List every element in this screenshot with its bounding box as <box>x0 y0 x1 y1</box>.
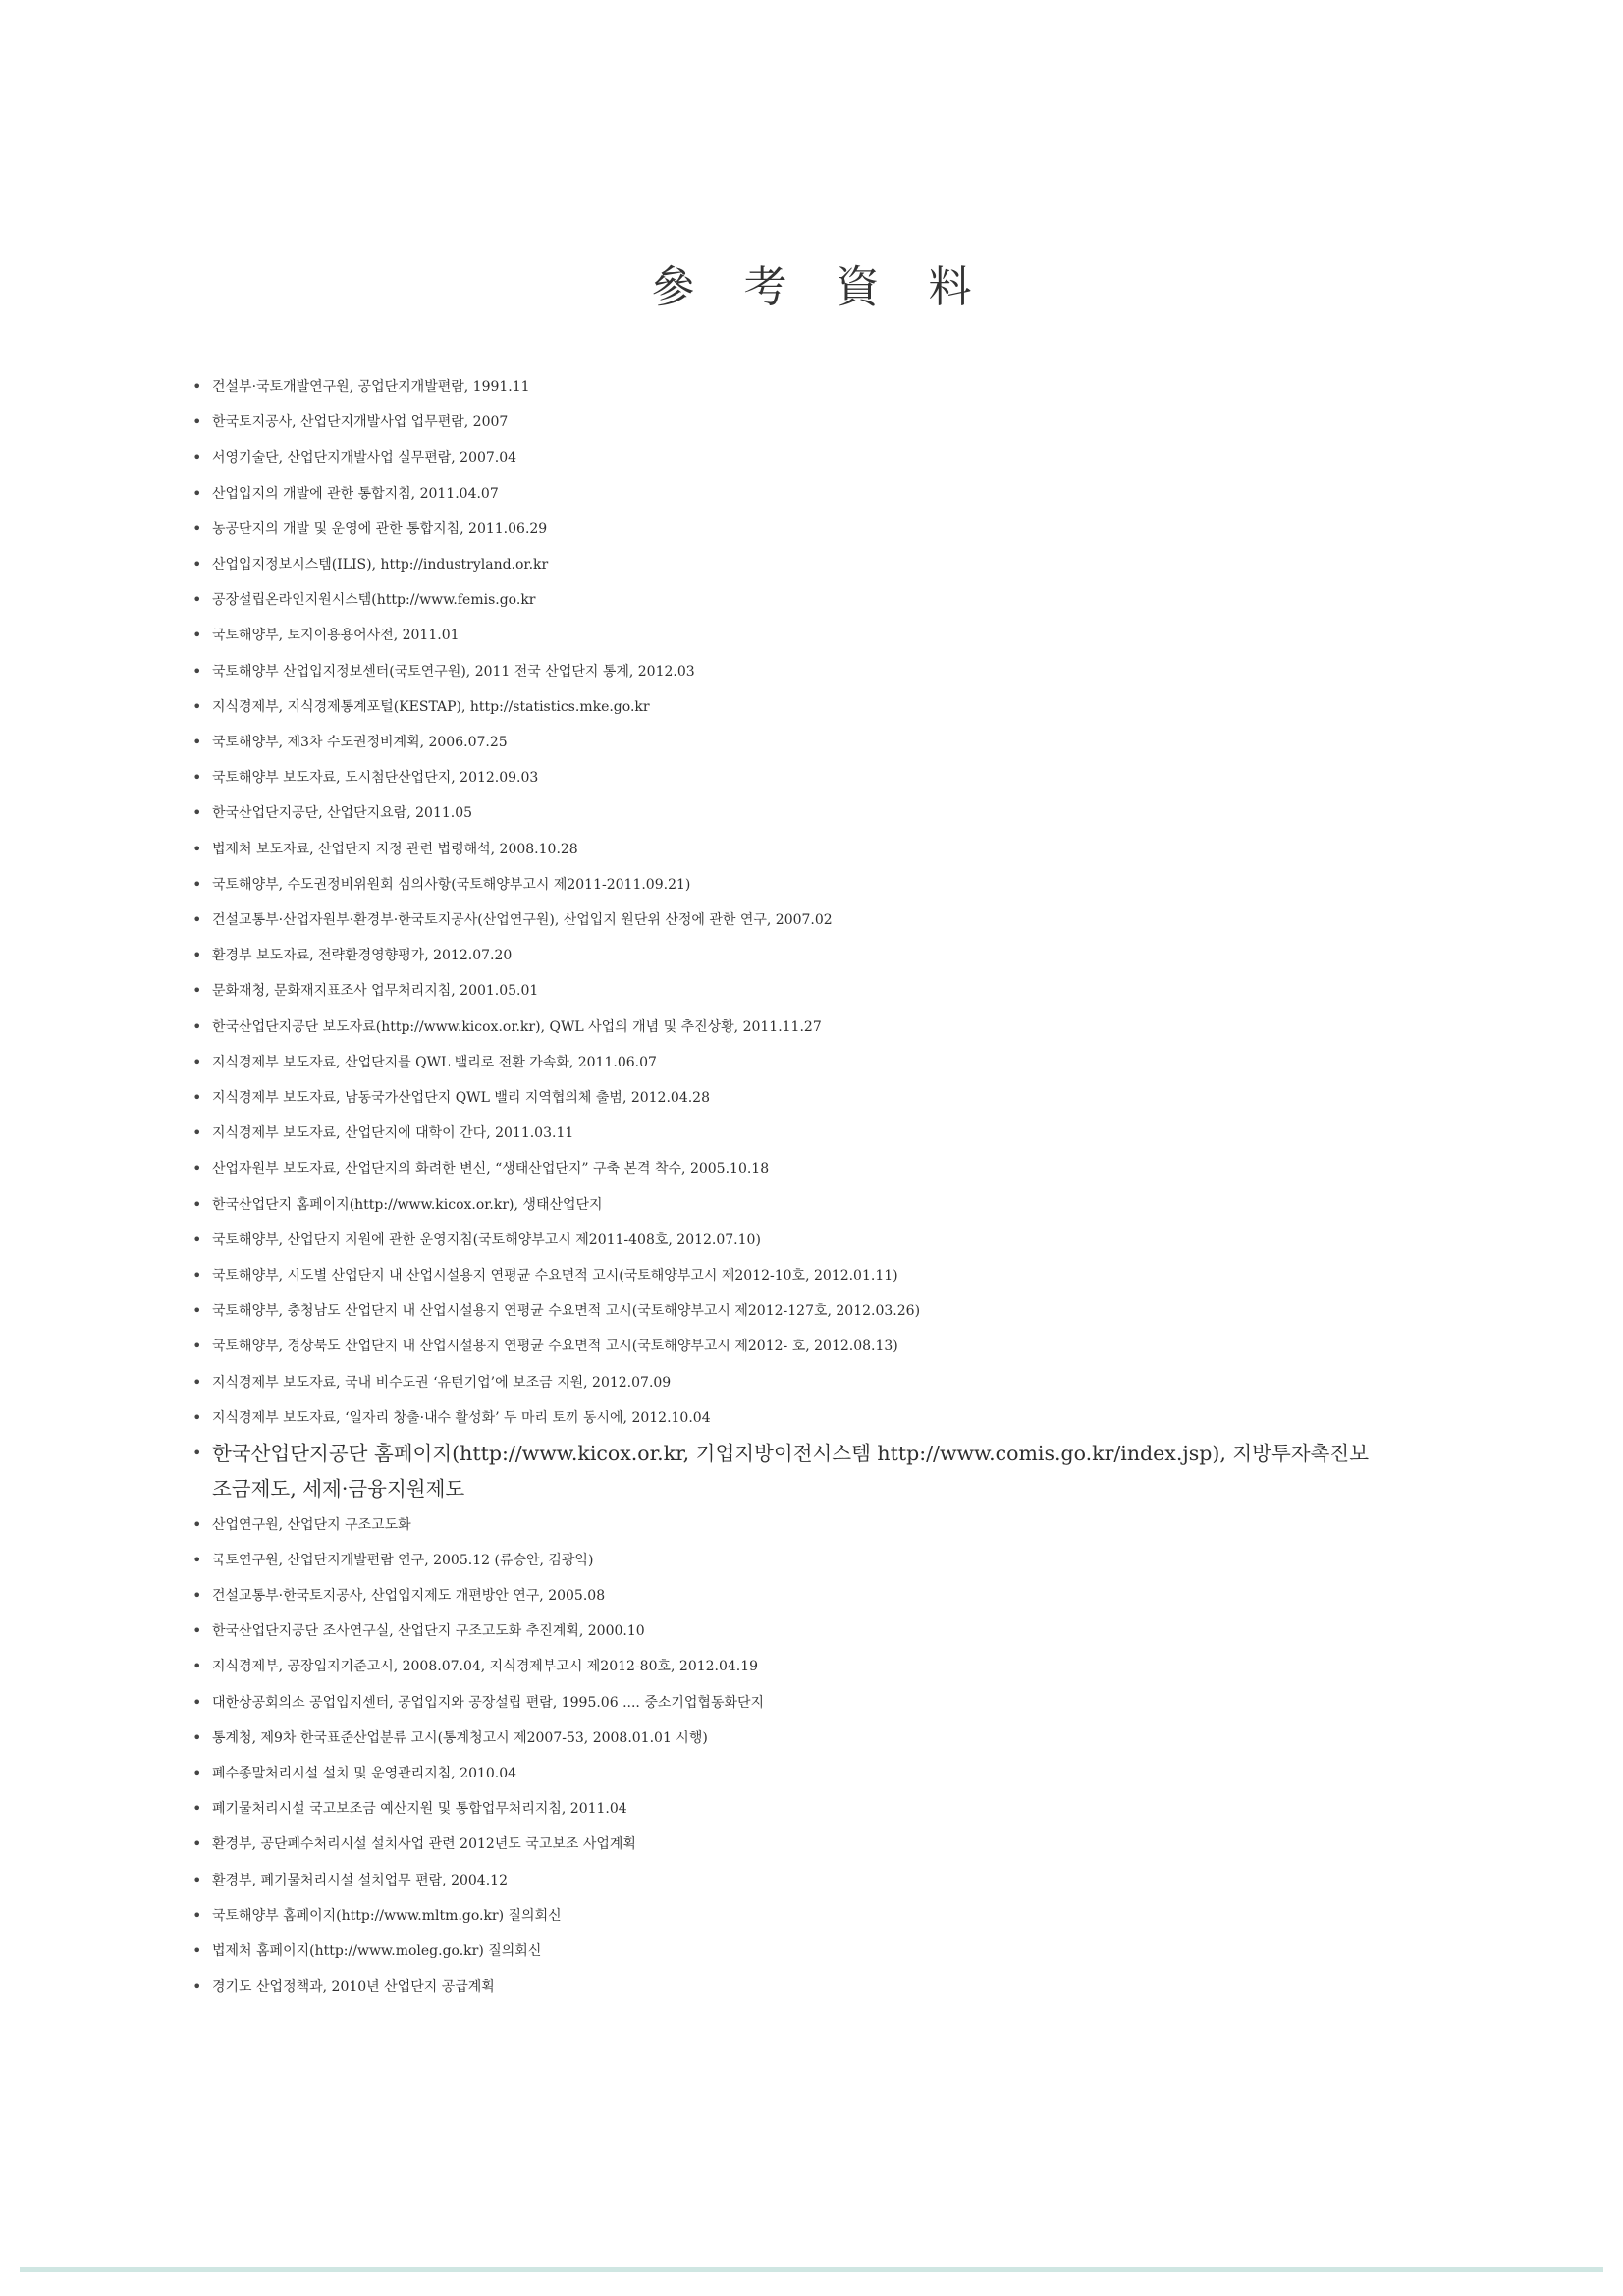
reference-item: • 국토해양부, 수도권정비위원회 심의사항(국토해양부고시 제2011-2011.09.21) <box>192 867 1380 902</box>
reference-item: • 환경부, 폐기물처리시설 설치업무 편람, 2004.12 <box>192 1863 1380 1898</box>
reference-item: • 국토해양부, 산업단지 지원에 관한 운영지침(국토해양부고시 제2011-408호, 2012.07.10) <box>192 1223 1380 1258</box>
reference-item: • 국토해양부 홈페이지(http://www.mltm.go.kr) 질의회신 <box>192 1898 1380 1934</box>
reference-item: • 국토해양부, 토지이용용어사전, 2011.01 <box>192 618 1380 653</box>
reference-item: • 농공단지의 개발 및 운영에 관한 통합지침, 2011.06.29 <box>192 512 1380 547</box>
reference-item: • 공장설립온라인지원시스템(http://www.femis.go.kr <box>192 582 1380 618</box>
reference-item: • 서영기술단, 산업단지개발사업 실무편람, 2007.04 <box>192 440 1380 475</box>
reference-item: • 국토해양부, 경상북도 산업단지 내 산업시설용지 연평균 수요면적 고시(국토해양부고시 제2012- 호, 2012.08.13) <box>192 1329 1380 1364</box>
reference-item: • 국토해양부, 시도별 산업단지 내 산업시설용지 연평균 수요면적 고시(국토해양부고시 제2012-10호, 2012.01.11) <box>192 1258 1380 1293</box>
reference-item: • 환경부 보도자료, 전략환경영향평가, 2012.07.20 <box>192 938 1380 973</box>
reference-item: • 산업자원부 보도자료, 산업단지의 화려한 변신, “생태산업단지” 구축 본격 착수, 2005.10.18 <box>192 1151 1380 1186</box>
reference-item: • 한국산업단지공단, 산업단지요람, 2011.05 <box>192 795 1380 831</box>
reference-item: • 한국산업단지공단 조사연구실, 산업단지 구조고도화 추진계획, 2000.10 <box>192 1613 1380 1649</box>
reference-item: • 건설부·국토개발연구원, 공업단지개발편람, 1991.11 <box>192 369 1380 405</box>
reference-item: • 폐수종말처리시설 설치 및 운영관리지침, 2010.04 <box>192 1756 1380 1791</box>
reference-item: • 한국산업단지공단 홈페이지(http://www.kicox.or.kr, 기업지방이전시스템 http://www.comis.go.kr/index.jsp), 지방투자촉진보조금제도, 세제·금융지원제도 <box>192 1436 1380 1506</box>
reference-item: • 경기도 산업정책과, 2010년 산업단지 공급계획 <box>192 1969 1380 2004</box>
reference-item: • 지식경제부 보도자료, 산업단지를 QWL 밸리로 전환 가속화, 2011.06.07 <box>192 1045 1380 1080</box>
reference-item: • 국토해양부, 제3차 수도권정비계획, 2006.07.25 <box>192 725 1380 760</box>
reference-item: • 산업입지정보시스템(ILIS), http://industryland.or.kr <box>192 547 1380 582</box>
reference-item: • 국토해양부, 충청남도 산업단지 내 산업시설용지 연평균 수요면적 고시(국토해양부고시 제2012-127호, 2012.03.26) <box>192 1293 1380 1329</box>
reference-item: • 지식경제부 보도자료, 남동국가산업단지 QWL 밸리 지역협의체 출범, 2012.04.28 <box>192 1080 1380 1116</box>
reference-item: • 대한상공회의소 공업입지센터, 공업입지와 공장설립 편람, 1995.06 .... 중소기업협동화단지 <box>192 1685 1380 1721</box>
reference-item: • 지식경제부 보도자료, 산업단지에 대학이 간다, 2011.03.11 <box>192 1116 1380 1151</box>
reference-item: • 산업연구원, 산업단지 구조고도화 <box>192 1507 1380 1543</box>
reference-item: • 문화재청, 문화재지표조사 업무처리지침, 2001.05.01 <box>192 973 1380 1009</box>
reference-item: • 건설교통부·한국토지공사, 산업입지제도 개편방안 연구, 2005.08 <box>192 1578 1380 1613</box>
reference-item: • 국토해양부 산업입지정보센터(국토연구원), 2011 전국 산업단지 통계, 2012.03 <box>192 654 1380 689</box>
reference-item: • 지식경제부, 지식경제통계포털(KESTAP), http://statistics.mke.go.kr <box>192 689 1380 725</box>
reference-item: • 환경부, 공단폐수처리시설 설치사업 관련 2012년도 국고보조 사업계획 <box>192 1827 1380 1862</box>
reference-item: • 통계청, 제9차 한국표준산업분류 고시(통계청고시 제2007-53, 2008.01.01 시행) <box>192 1721 1380 1756</box>
page-title: 參 考 資 料 <box>651 262 990 312</box>
reference-item: • 지식경제부, 공장입지기준고시, 2008.07.04, 지식경제부고시 제2012-80호, 2012.04.19 <box>192 1649 1380 1684</box>
bottom-divider <box>20 2267 1603 2272</box>
reference-item: • 법제처 홈페이지(http://www.moleg.go.kr) 질의회신 <box>192 1934 1380 1969</box>
reference-item: • 지식경제부 보도자료, 국내 비수도권 ‘유턴기업’에 보조금 지원, 2012.07.09 <box>192 1365 1380 1400</box>
reference-item: • 국토연구원, 산업단지개발편람 연구, 2005.12 (류승안, 김광익) <box>192 1543 1380 1578</box>
reference-item: • 법제처 보도자료, 산업단지 지정 관련 법령해석, 2008.10.28 <box>192 832 1380 867</box>
reference-item: • 지식경제부 보도자료, ‘일자리 창출·내수 활성화’ 두 마리 토끼 동시에, 2012.10.04 <box>192 1400 1380 1436</box>
reference-list <box>192 369 1380 2004</box>
reference-item: • 폐기물처리시설 국고보조금 예산지원 및 통합업무처리지침, 2011.04 <box>192 1791 1380 1827</box>
reference-item: • 한국토지공사, 산업단지개발사업 업무편람, 2007 <box>192 405 1380 440</box>
reference-item: • 산업입지의 개발에 관한 통합지침, 2011.04.07 <box>192 476 1380 512</box>
reference-item: • 한국산업단지공단 보도자료(http://www.kicox.or.kr), QWL 사업의 개념 및 추진상황, 2011.11.27 <box>192 1010 1380 1045</box>
reference-item: • 건설교통부·산업자원부·환경부·한국토지공사(산업연구원), 산업입지 원단위 산정에 관한 연구, 2007.02 <box>192 902 1380 938</box>
reference-item: • 한국산업단지 홈페이지(http://www.kicox.or.kr), 생태산업단지 <box>192 1187 1380 1223</box>
reference-item: • 국토해양부 보도자료, 도시첨단산업단지, 2012.09.03 <box>192 760 1380 795</box>
